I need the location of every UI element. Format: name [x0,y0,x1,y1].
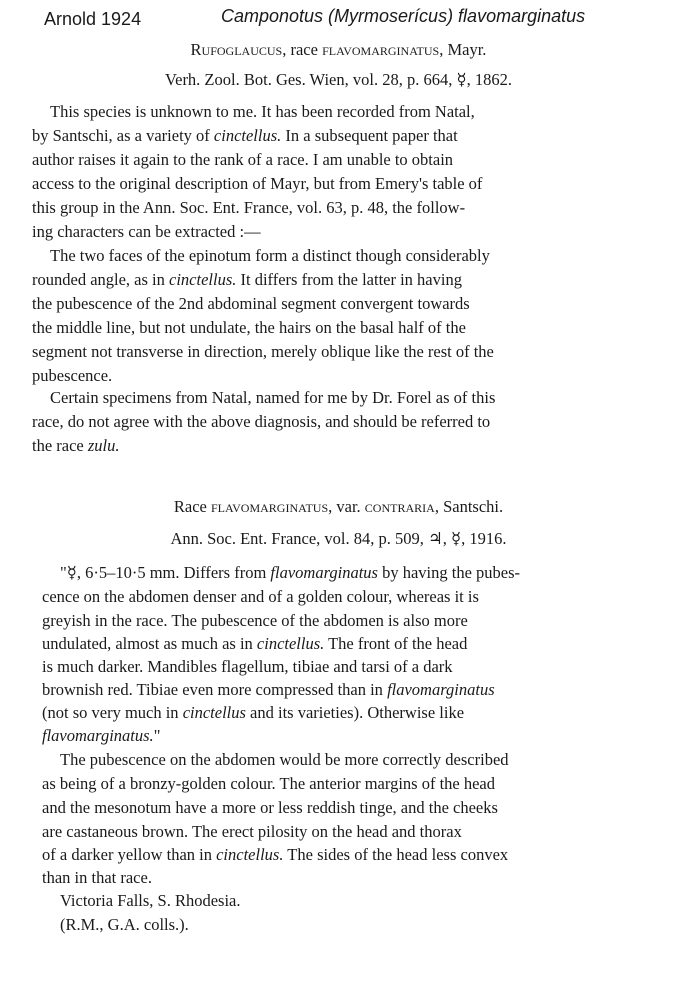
page-header-left: Arnold 1924 [44,9,142,29]
locality: Victoria Falls, S. Rhodesia. [60,891,241,910]
text-line: and the mesonotum have a more or less reddish tinge, and the cheeks [42,798,498,817]
collection: (R.M., G.A. colls.). [60,915,189,934]
text-line: as being of a bronzy-golden colour. The anterior margins of the head [42,774,496,793]
text-line: flavomarginatus." [42,726,161,745]
text-line: than in that race. [42,868,152,887]
section1-title [0,40,677,60]
page-header-species: Camponotus (Myrmoserícus) flavomarginatus [221,6,586,26]
text-line: the race zulu. [32,436,120,455]
text-line: cence on the abdomen denser and of a golden colour, whereas it is [42,587,479,606]
text-line: greyish in the race. The pubescence of the abdomen is also more [42,611,468,630]
text-line: access to the original description of Mayr, but from Emery's table of [32,174,483,193]
title-text: , var. [328,497,365,516]
text-line: the pubescence of the 2nd abdominal segment convergent towards [32,294,470,313]
text-line: author raises it again to the rank of a race. I am unable to obtain [32,150,454,169]
text-line: are castaneous brown. The erect pilosity on the head and thorax [42,822,462,841]
title-text: , race [282,40,323,59]
text-line: This species is unknown to me. It has been recorded from Natal, [50,102,475,121]
text-line: The two faces of the epinotum form a distinct though considerably [50,246,490,265]
text-line: Certain specimens from Natal, named for me by Dr. Forel as of this [50,388,496,407]
text-line: of a darker yellow than in cinctellus. The sides of the head less convex [42,845,509,864]
text-line: rounded angle, as in cinctellus. It differs from the latter in having [32,270,462,289]
title-text: , Mayr. [439,40,487,59]
title-text: Race [173,497,211,516]
section2-reference: Ann. Soc. Ent. France, vol. 84, p. 509, ♃, ☿, 1916. [170,529,507,548]
section2-title [0,497,677,517]
text-line: The pubescence on the abdomen would be more correctly described [60,750,509,769]
text-line: ing characters can be extracted :— [32,222,261,241]
section1-reference: Verh. Zool. Bot. Ges. Wien, vol. 28, p. 664, ☿, 1862. [165,70,512,89]
text-line: undulated, almost as much as in cinctellus. The front of the head [42,634,468,653]
title-text: , Santschi. [434,497,504,516]
title-name: flavomarginatus [210,497,329,516]
title-name: Rufoglaucus [190,40,283,59]
text-line: is much darker. Mandibles flagellum, tibiae and tarsi of a dark [42,657,453,676]
text-line: by Santschi, as a variety of cinctellus. In a subsequent paper that [32,126,458,145]
title-name: contraria [364,497,435,516]
text-line: "☿, 6·5–10·5 mm. Differs from flavomarginatus by having the pubes- [60,563,521,582]
text-line: segment not transverse in direction, merely oblique like the rest of the [32,342,494,361]
text-line: this group in the Ann. Soc. Ent. France, vol. 63, p. 48, the follow- [32,198,466,217]
text-line: race, do not agree with the above diagnosis, and should be referred to [32,412,491,431]
text-line: brownish red. Tibiae even more compressed than in flavomarginatus [42,680,495,699]
title-name: flavomarginatus [322,40,440,59]
text-line: pubescence. [32,366,113,385]
text-line: (not so very much in cinctellus and its varieties). Otherwise like [42,703,465,722]
text-line: the middle line, but not undulate, the hairs on the basal half of the [32,318,466,337]
